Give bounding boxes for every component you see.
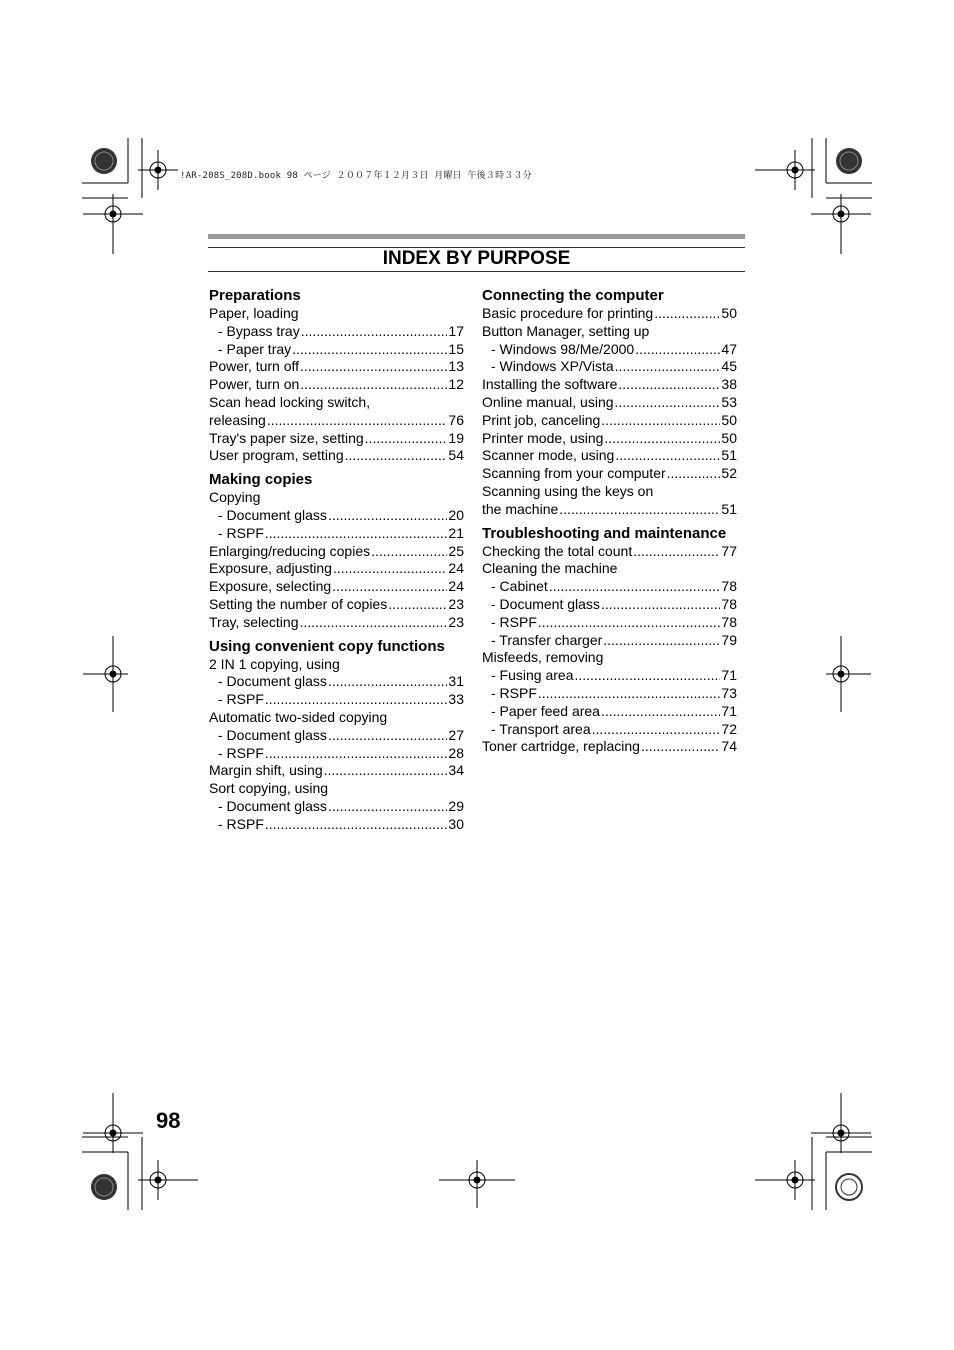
index-entry-label: Enlarging/reducing copies [209,542,371,559]
index-entry-page: 17 [448,322,464,339]
dot-leader [328,798,447,816]
index-entry-page: 23 [448,595,464,612]
index-entry-label: Basic procedure for printing [482,305,654,321]
index-entry-label: Scanning from your computer [482,465,666,482]
index-entry-label: Power, turn on [209,376,300,393]
index-entry [209,341,464,359]
index-entry-label: - RSPF [218,815,264,832]
index-entry-label: - Transfer charger [491,631,603,648]
dot-leader [324,762,448,780]
dot-leader [559,501,720,519]
index-entry-group: Cleaning the machine [482,560,618,577]
dot-leader [604,430,720,448]
section-heading: Preparations [209,287,301,304]
index-entry [209,430,464,448]
index-entry-page: 13 [448,358,464,375]
dot-leader [265,816,448,834]
index-entry-page: 76 [448,411,464,428]
dot-leader [300,376,447,394]
dot-leader [615,358,721,376]
index-entry-label: Tray, selecting [209,613,299,630]
dot-leader [615,447,720,465]
index-entry-label: - Document glass [218,673,327,690]
index-entry-group: 2 IN 1 copying, using [209,655,340,672]
index-entry-group: Misfeeds, removing [482,649,604,666]
index-entry-label: - Cabinet [491,578,548,595]
index-entry-page: 78 [721,613,737,630]
index-entry-group: Scanning using the keys on [482,482,654,499]
index-entry-label: Checking the total count [482,542,633,559]
page-title: INDEX BY PURPOSE [382,248,571,269]
index-entry-page: 73 [721,684,737,701]
dot-leader [265,745,448,763]
dot-leader [618,376,720,394]
index-entry-label: - Paper tray [218,340,292,357]
dot-leader [267,412,448,430]
dot-leader [333,560,447,578]
index-entry-label: - Document glass [218,726,327,743]
index-entry [482,358,737,376]
index-entry-page: 38 [721,376,737,393]
index-entry-label: Printer mode, using [482,429,604,446]
dot-leader [667,465,721,483]
index-entry [209,543,464,561]
dot-leader [388,596,447,614]
index-entry-page: 71 [721,702,737,719]
dot-leader [301,323,448,341]
dot-leader [538,614,721,632]
index-entry-label: Setting the number of copies [209,595,388,612]
print-header: !AR-208S_208D.book 98 ページ ２００７年１２月３日 月曜日 午後３時３３分 [180,171,532,181]
dot-leader [371,543,447,561]
index-entry-label: Online manual, using [482,393,614,410]
index-entry-label: - RSPF [218,524,264,541]
index-entry-page: 51 [721,447,737,464]
dot-leader [615,394,721,412]
index-entry [482,703,737,721]
index-entry [209,727,464,745]
dot-leader [549,578,721,596]
index-entry-page: 50 [721,411,737,428]
index-left-column [209,286,464,834]
index-entry-label: - RSPF [491,684,537,701]
dot-leader [538,685,721,703]
index-entry-page: 78 [721,595,737,612]
dot-leader [601,596,720,614]
dot-leader [601,703,720,721]
index-entry [482,614,737,632]
index-entry-page: 29 [448,797,464,814]
index-entry-page: 33 [448,691,464,708]
index-entry [482,501,737,519]
dot-leader [574,667,720,685]
index-entry-page: 50 [721,429,737,446]
dot-leader [332,578,447,596]
index-entry-label: - RSPF [218,691,264,708]
index-entry [482,376,737,394]
index-entry-label: Print job, canceling [482,411,601,428]
section-heading: Connecting the computer [482,287,664,304]
index-entry-label: Tray's paper size, setting [209,429,364,446]
section-heading: Troubleshooting and maintenance [482,524,727,542]
index-entry-group: Sort copying, using [209,780,329,797]
index-entry-label: Exposure, selecting [209,578,332,595]
index-entry-page: 53 [721,393,737,410]
index-entry [209,376,464,394]
index-entry [482,596,737,614]
index-entry [209,358,464,376]
dot-leader [603,632,720,650]
index-entry-page: 31 [448,673,464,690]
index-entry-page: 24 [448,560,464,577]
index-entry-page: 50 [721,305,737,321]
index-entry-label: - Windows XP/Vista [491,358,614,375]
index-entry-label: - Paper feed area [491,702,600,719]
index-entry [209,762,464,780]
dot-leader [601,412,720,430]
index-entry [209,798,464,816]
index-entry [209,816,464,834]
index-entry-page: 51 [721,500,737,517]
index-entry-group: Paper, loading [209,305,299,321]
index-entry-page: 28 [448,744,464,761]
index-entry-page: 45 [721,358,737,375]
index-entry [209,745,464,763]
index-entry-page: 78 [721,578,737,595]
index-entry-group: Copying [209,489,261,506]
index-entry-label: Toner cartridge, replacing [482,738,640,755]
index-entry-label: - Fusing area [491,667,574,684]
dot-leader [365,430,448,448]
dot-leader [328,727,447,745]
dot-leader [328,507,447,525]
index-entry-label: - Transport area [491,720,591,737]
index-entry [482,430,737,448]
dot-leader [300,358,447,376]
index-entry [209,412,464,430]
index-entry [482,578,737,596]
index-entry [209,447,464,465]
index-entry-group: Automatic two-sided copying [209,708,388,725]
index-entry-label: the machine [482,500,559,517]
index-entry-page: 27 [448,726,464,743]
dot-leader [654,305,720,323]
index-entry-page: 74 [721,738,737,755]
index-entry-page: 15 [448,340,464,357]
index-entry [482,685,737,703]
title-band [208,234,745,239]
index-entry-page: 21 [448,524,464,541]
section-heading: Using convenient copy functions [209,637,445,655]
page-number: 98 [156,1108,181,1133]
section-heading: Making copies [209,471,313,489]
index-entry-page: 77 [721,542,737,559]
index-entry [209,596,464,614]
index-entry [482,394,737,412]
index-entry-label: - Document glass [491,595,600,612]
dot-leader [299,614,447,632]
index-entry-page: 47 [721,340,737,357]
index-entry-page: 79 [721,631,737,648]
dot-leader [641,738,720,756]
index-entry [482,447,737,465]
index-entry-label: Scanner mode, using [482,447,615,464]
index-entry-label: releasing [209,411,266,428]
index-entry-page: 34 [448,762,464,779]
index-entry-group: Button Manager, setting up [482,322,650,339]
index-entry [209,560,464,578]
index-entry [482,543,737,561]
index-entry-label: - Bypass tray [218,322,300,339]
index-entry [209,578,464,596]
index-entry [482,738,737,756]
index-entry-page: 20 [448,506,464,523]
index-entry-page: 19 [448,429,464,446]
index-entry-page: 12 [448,376,464,393]
dot-leader [633,543,720,561]
index-entry-label: - Windows 98/Me/2000 [491,340,635,357]
index-entry-page: 23 [448,613,464,630]
dot-leader [592,721,721,739]
dot-leader [292,341,447,359]
index-entry-page: 72 [721,720,737,737]
dot-leader [345,447,448,465]
index-entry-page: 25 [448,542,464,559]
dot-leader [635,341,720,359]
index-entry [482,667,737,685]
index-entry [209,691,464,709]
title-rule-bottom [208,271,745,272]
index-entry-page: 30 [448,815,464,832]
index-entry [482,412,737,430]
index-entry-page: 71 [721,667,737,684]
index-entry-label: - Document glass [218,506,327,523]
index-right-column [482,286,737,756]
index-entry-label: Power, turn off [209,358,300,375]
index-entry-page: 52 [721,465,737,482]
index-entry-label: Installing the software [482,376,618,393]
index-entry-label: Exposure, adjusting [209,560,332,577]
index-entry [482,632,737,650]
index-entry [209,614,464,632]
index-entry [209,507,464,525]
dot-leader [328,673,447,691]
dot-leader [265,525,448,543]
index-entry-page: 54 [448,447,464,464]
index-entry [482,341,737,359]
index-entry [209,673,464,691]
index-entry-label: - RSPF [491,613,537,630]
index-entry [209,323,464,341]
index-entry [482,721,737,739]
index-entry-label: User program, setting [209,447,344,464]
index-entry [209,525,464,543]
index-entry-label: - Document glass [218,797,327,814]
index-entry [482,305,737,323]
index-entry-page: 24 [448,578,464,595]
index-entry [482,465,737,483]
dot-leader [265,691,448,709]
index-entry-group: Scan head locking switch, [209,393,371,410]
index-entry-label: Margin shift, using [209,762,323,779]
index-entry-label: - RSPF [218,744,264,761]
